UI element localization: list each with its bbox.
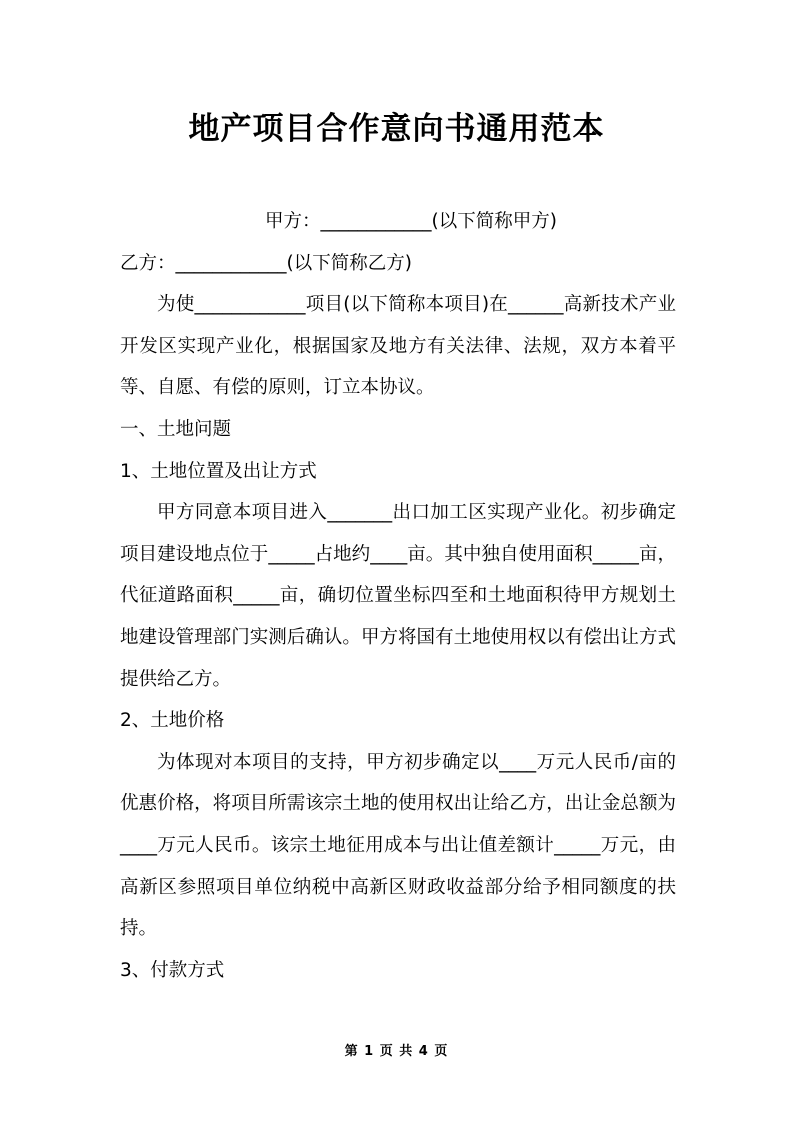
section-1-heading: 一、土地问题 <box>120 418 232 440</box>
item-2-heading: 2、土地价格 <box>120 710 225 732</box>
item-2-paragraph: 为体现对本项目的支持，甲方初步确定以____万元人民币/亩的优惠价格，将项目所需该宗土地的使用权出让给乙方，出让金总额为____万元人民币。该宗土地征用成本与出让值差额计_____万元，由高新区参照项目单位纳税中高新区财政收益部分给予相同额度的扶持。 <box>120 751 676 940</box>
document-body <box>120 201 676 991</box>
item-1-heading: 1、土地位置及出让方式 <box>120 460 317 482</box>
party-b-line: 乙方：____________(以下简称乙方) <box>120 252 412 274</box>
party-a-line: 甲方：____________(以下简称甲方) <box>265 211 557 232</box>
page-number-footer: 第 1 页 共 4 页 <box>344 1044 449 1059</box>
document-title: 地产项目合作意向书通用范本 <box>188 111 605 147</box>
item-3-heading: 3、付款方式 <box>120 959 225 981</box>
item-1-paragraph: 甲方同意本项目进入_______出口加工区实现产业化。初步确定项目建设地点位于_____占地约____亩。其中独自使用面积_____亩，代征道路面积_____亩，确切位置坐标四至和土地面积待甲方规划土地建设管理部门实测后确认。甲方将国有土地使用权以有偿出让方式提供给乙方。 <box>120 502 676 690</box>
intro-paragraph: 为使____________项目(以下简称本项目)在______高新技术产业开发区实现产业化，根据国家及地方有关法律、法规，双方本着平等、自愿、有偿的原则，订立本协议。 <box>120 294 676 399</box>
